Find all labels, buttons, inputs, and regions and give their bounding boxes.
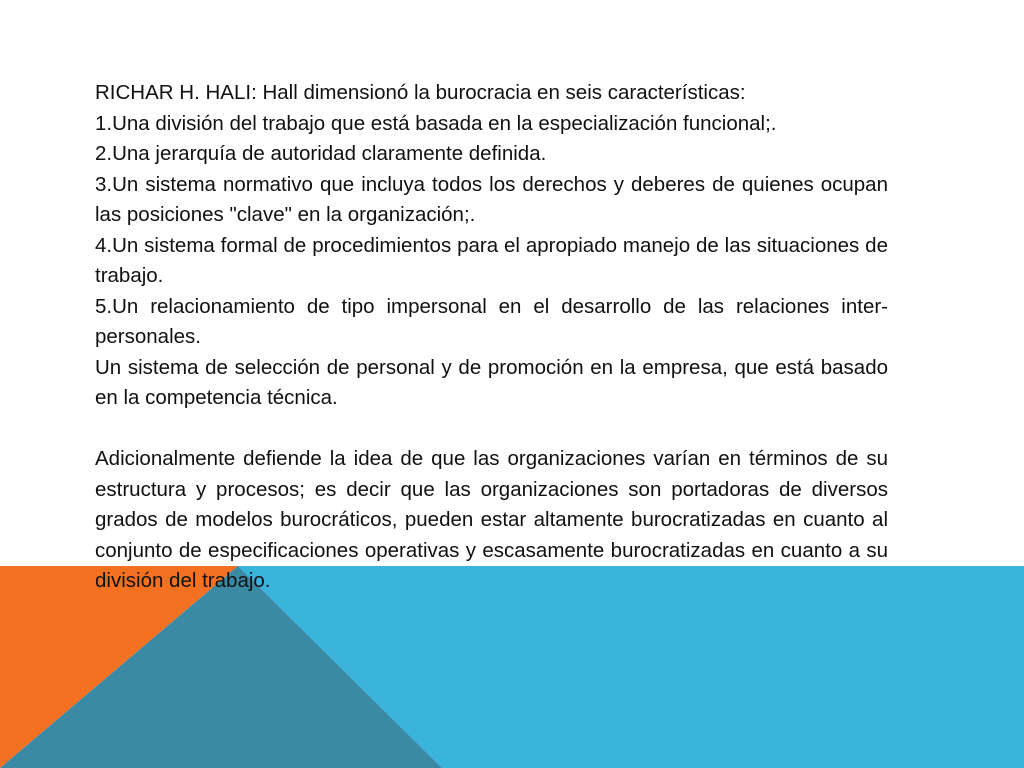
list-item-6: Un sistema de selección de personal y de promoción en la empresa, que está basado en la competencia técnica. <box>95 355 888 409</box>
slide-body <box>95 78 888 597</box>
conclusion-paragraph: Adicionalmente defiende la idea de que las organizaciones varían en términos de su estructura y procesos; es decir que las organizaciones son portadoras de diversos grados de modelos burocráticos, pueden estar altamente burocratizadas en cuanto al conjunto de especificaciones operativas y escasamente burocratizadas en cuanto a su división del trabajo. <box>95 447 888 592</box>
intro-paragraph <box>95 78 888 109</box>
list-item-3: 3.Un sistema normativo que incluya todos los derechos y deberes de quienes ocupan las posiciones "clave" en la organización;. <box>95 172 888 226</box>
intro-text: : Hall dimensionó la burocracia en seis características: <box>251 81 746 104</box>
list-item-4: 4.Un sistema formal de procedimientos para el apropiado manejo de las situaciones de trabajo. <box>95 233 888 287</box>
list-item-5: 5.Un relacionamiento de tipo impersonal en el desarrollo de las relaciones inter-personales. <box>95 294 888 348</box>
list-item-1: 1.Una división del trabajo que está basada en la especialización funcional;. <box>95 111 777 135</box>
author-name: RICHAR H. HALI <box>95 81 252 104</box>
paragraph-spacer <box>95 414 888 445</box>
list-item-2: 2.Una jerarquía de autoridad claramente definida. <box>95 142 547 165</box>
